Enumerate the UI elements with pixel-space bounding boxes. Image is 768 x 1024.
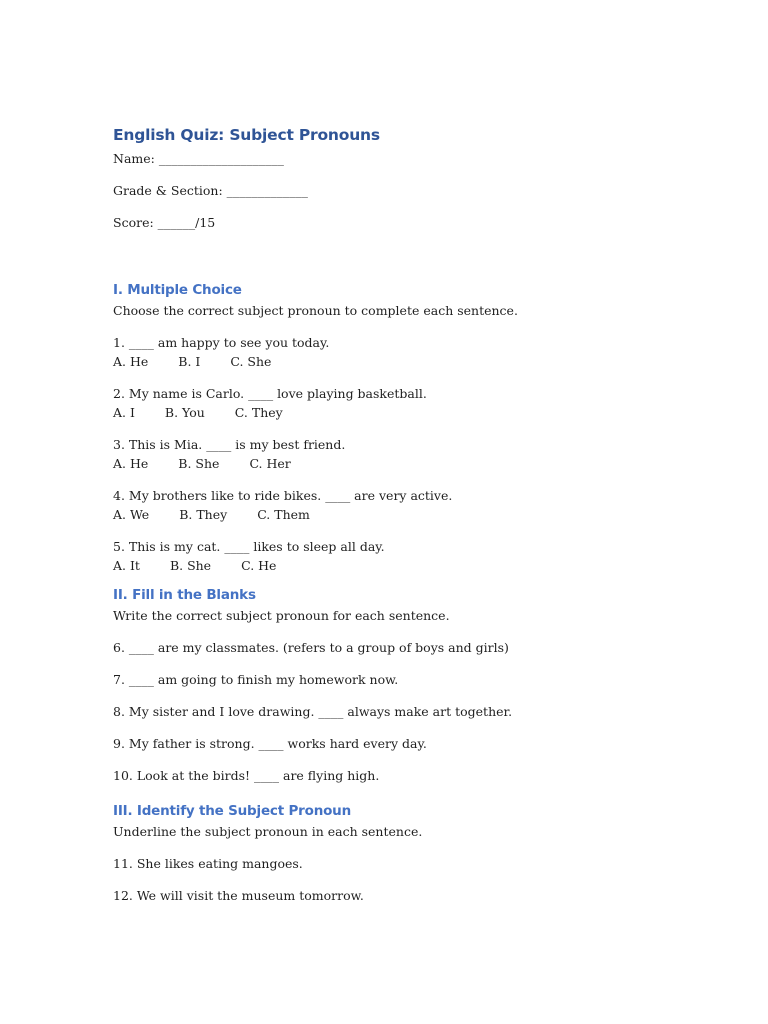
section-2-instructions: Write the correct subject pronoun for each sentence. — [113, 608, 450, 623]
option-a: A. We — [113, 507, 150, 522]
option-c: C. She — [230, 354, 272, 369]
question-3 — [113, 437, 673, 472]
section-3-instructions: Underline the subject pronoun in each sentence. — [113, 824, 423, 839]
option-c: C. He — [241, 558, 277, 573]
option-b: B. She — [178, 456, 220, 471]
question-11: 11. She likes eating mangoes. — [113, 856, 303, 871]
answer-options — [113, 405, 673, 421]
grade-section-field-line: Grade & Section: _____________ — [113, 183, 308, 198]
score-field-line: Score: ______/15 — [113, 215, 216, 230]
option-b: B. You — [164, 405, 205, 420]
option-c: C. Them — [257, 507, 310, 522]
question-9: 9. My father is strong. ____ works hard every day. — [113, 736, 427, 751]
question-5 — [113, 539, 673, 574]
question-6: 6. ____ are my classmates. (refers to a group of boys and girls) — [113, 640, 509, 655]
option-b: B. They — [179, 507, 228, 522]
quiz-document — [113, 125, 673, 920]
question-text: 5. This is my cat. ____ likes to sleep all day. — [113, 539, 385, 554]
question-2 — [113, 386, 673, 421]
question-text: 4. My brothers like to ride bikes. ____ are very active. — [113, 488, 453, 503]
section-2-heading: II. Fill in the Blanks — [113, 587, 256, 603]
section-1-heading: I. Multiple Choice — [113, 282, 242, 298]
option-c: C. They — [234, 405, 283, 420]
option-b: B. I — [178, 354, 201, 369]
question-8: 8. My sister and I love drawing. ____ always make art together. — [113, 704, 513, 719]
question-1 — [113, 335, 673, 370]
question-7: 7. ____ am going to finish my homework now. — [113, 672, 399, 687]
option-a: A. He — [113, 354, 149, 369]
option-a: A. I — [113, 405, 135, 420]
name-field-line: Name: ____________________ — [113, 151, 284, 166]
option-a: A. It — [113, 558, 140, 573]
section-3-heading: III. Identify the Subject Pronoun — [113, 803, 351, 819]
option-a: A. He — [113, 456, 149, 471]
answer-options — [113, 456, 673, 472]
question-text: 3. This is Mia. ____ is my best friend. — [113, 437, 346, 452]
question-12: 12. We will visit the museum tomorrow. — [113, 888, 364, 903]
answer-options — [113, 507, 673, 523]
question-10: 10. Look at the birds! ____ are flying high. — [113, 768, 380, 783]
section-1-instructions: Choose the correct subject pronoun to complete each sentence. — [113, 303, 518, 318]
option-c: C. Her — [249, 456, 291, 471]
answer-options — [113, 354, 673, 370]
question-text: 2. My name is Carlo. ____ love playing basketball. — [113, 386, 427, 401]
answer-options — [113, 558, 673, 574]
page-title: English Quiz: Subject Pronouns — [113, 126, 380, 144]
question-text: 1. ____ am happy to see you today. — [113, 335, 330, 350]
question-4 — [113, 488, 673, 523]
option-b: B. She — [169, 558, 212, 573]
